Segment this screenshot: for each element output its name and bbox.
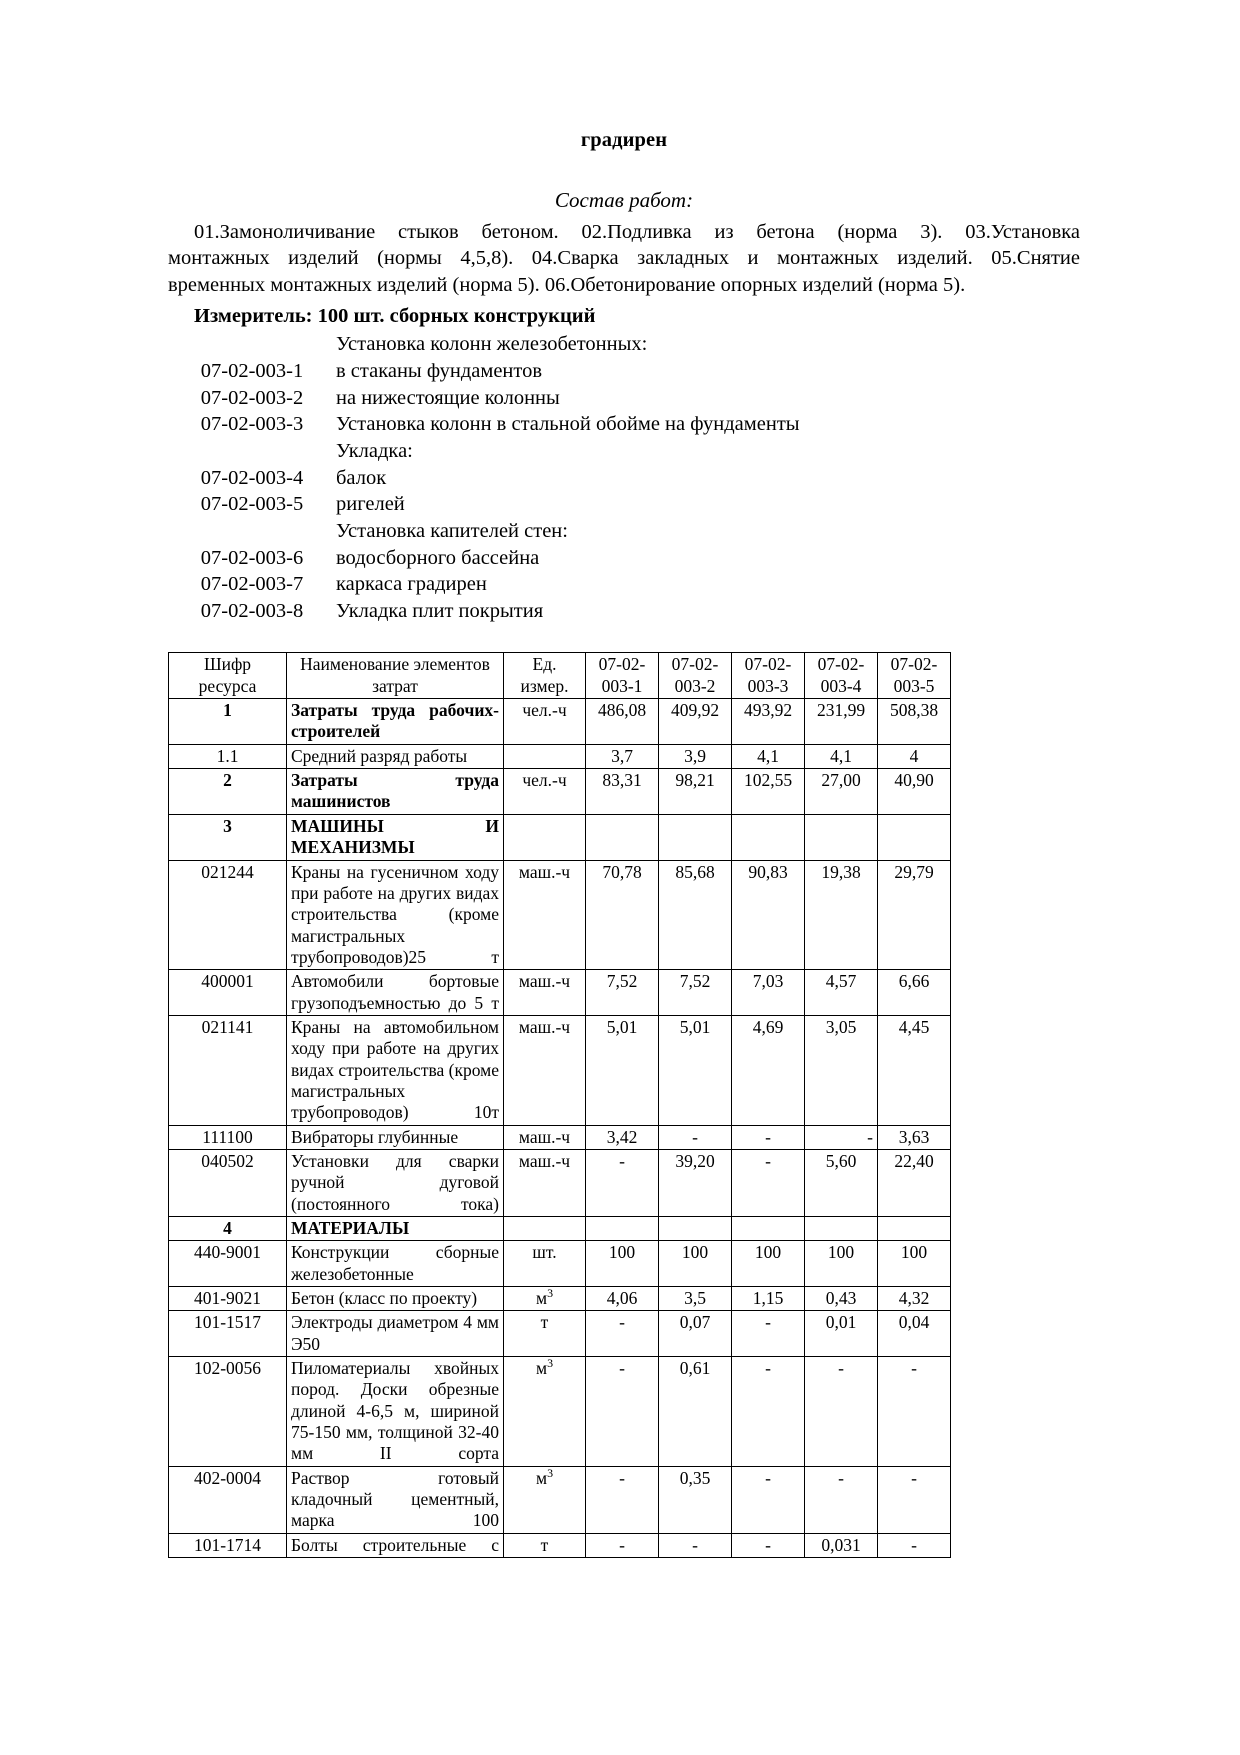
code-list-item-description: ригелей <box>336 493 405 516</box>
cell-value-col-3: 100 <box>732 1241 805 1287</box>
header-cell-col-3: 07-02- 003-3 <box>732 653 805 699</box>
cell-value-col-1: 7,52 <box>586 970 659 1016</box>
table-top-spacer <box>168 624 1080 652</box>
cell-resource-code: 021244 <box>169 860 287 970</box>
cell-unit <box>504 744 586 768</box>
code-list-item <box>168 331 800 358</box>
cell-value-col-3: 102,55 <box>732 769 805 815</box>
cell-unit: маш.-ч <box>504 1125 586 1149</box>
header-cell-unit: Ед. измер. <box>504 653 586 699</box>
cell-value-col-5: 0,04 <box>878 1311 951 1357</box>
cell-unit: т <box>504 1311 586 1357</box>
cell-value-col-4: 4,1 <box>805 744 878 768</box>
cell-resource-code: 111100 <box>169 1125 287 1149</box>
works-line-1: 01.Замоноличивание стыков бетоном. 02.Подливка из бетона (норма 3). 03.Установка <box>194 220 1080 243</box>
table-row <box>169 1125 951 1149</box>
cell-value-col-3: - <box>732 1466 805 1533</box>
cell-value-col-1: 4,06 <box>586 1287 659 1311</box>
code-list-item-description: Установка колонн железобетонных: <box>336 333 648 356</box>
cell-value-col-3: - <box>732 1311 805 1357</box>
header-cell-col-4: 07-02- 003-4 <box>805 653 878 699</box>
cell-resource-name: Затраты труда рабочих-строителей <box>287 699 504 745</box>
cell-resource-name: МАШИНЫ И МЕХАНИЗМЫ <box>287 814 504 860</box>
cell-resource-name: Бетон (класс по проекту) <box>287 1287 504 1311</box>
cell-resource-name: Краны на гусеничном ходу при работе на других видах строительства (кроме магистральных трубопроводов)25 т <box>287 860 504 970</box>
code-list-item-description: Установка колонн в стальной обойме на фундаменты <box>336 413 800 436</box>
cell-value-col-4: 4,57 <box>805 970 878 1016</box>
cell-resource-name: Автомобили бортовые грузоподъемностью до 5 т <box>287 970 504 1016</box>
cell-value-col-1: 5,01 <box>586 1015 659 1125</box>
cell-unit: чел.-ч <box>504 769 586 815</box>
cell-value-col-2: 0,07 <box>659 1311 732 1357</box>
cell-value-col-5 <box>878 814 951 860</box>
cell-value-col-2: - <box>659 1533 732 1557</box>
code-list-item-code: 07-02-003-3 <box>200 413 304 436</box>
cell-value-col-3: - <box>732 1149 805 1216</box>
code-list-item-description: Укладка: <box>336 439 413 462</box>
cell-resource-code: 2 <box>169 769 287 815</box>
cell-resource-name: Болты строительные с <box>287 1533 504 1557</box>
cell-unit: чел.-ч <box>504 699 586 745</box>
cell-value-col-1 <box>586 814 659 860</box>
cell-unit: $м^3$ <box>504 1466 586 1533</box>
resource-table <box>168 652 951 1558</box>
code-list-item-code: 07-02-003-7 <box>200 573 304 596</box>
code-list-item <box>168 358 800 385</box>
page-title: градирен <box>580 129 668 151</box>
code-list-item <box>168 465 800 492</box>
table-row <box>169 769 951 815</box>
table-row <box>169 1311 951 1357</box>
code-list-item <box>168 518 800 545</box>
cell-unit: шт. <box>504 1241 586 1287</box>
cell-value-col-1 <box>586 1217 659 1241</box>
cell-value-col-1: - <box>586 1149 659 1216</box>
cell-value-col-4: - <box>805 1466 878 1533</box>
cell-unit: маш.-ч <box>504 860 586 970</box>
code-list-item-description: на нижестоящие колонны <box>336 386 560 409</box>
code-list-item-description: Установка капителей стен: <box>336 519 568 542</box>
cell-value-col-2: 5,01 <box>659 1015 732 1125</box>
cell-value-col-5 <box>878 1217 951 1241</box>
code-list-item-description: водосборного бассейна <box>336 546 540 569</box>
cell-value-col-5: 4,45 <box>878 1015 951 1125</box>
cell-value-col-3: 4,1 <box>732 744 805 768</box>
cell-value-col-4: 5,60 <box>805 1149 878 1216</box>
cell-resource-name: Вибраторы глубинные <box>287 1125 504 1149</box>
code-list-item-description: каркаса градирен <box>336 573 487 596</box>
cell-value-col-2: 0,61 <box>659 1357 732 1467</box>
cell-value-col-1: 3,42 <box>586 1125 659 1149</box>
cell-value-col-3: - <box>732 1357 805 1467</box>
cell-value-col-2: 3,9 <box>659 744 732 768</box>
cell-resource-code: 102-0056 <box>169 1357 287 1467</box>
cell-value-col-3: 493,92 <box>732 699 805 745</box>
code-list-item <box>168 438 800 465</box>
cell-value-col-2 <box>659 814 732 860</box>
header-cell-col-5: 07-02- 003-5 <box>878 653 951 699</box>
cell-resource-code: 400001 <box>169 970 287 1016</box>
code-list-item-code <box>168 331 336 358</box>
cell-value-col-5: 508,38 <box>878 699 951 745</box>
code-list-item-code: 07-02-003-5 <box>200 493 304 516</box>
code-list-item-code <box>168 438 336 465</box>
cell-value-col-1: 100 <box>586 1241 659 1287</box>
cell-value-col-2: 98,21 <box>659 769 732 815</box>
cell-value-col-5: 6,66 <box>878 970 951 1016</box>
table-row <box>169 1287 951 1311</box>
cell-unit: $м^3$ <box>504 1287 586 1311</box>
header-cell-name: Наименование элементов затрат <box>287 653 504 699</box>
cell-value-col-4: 3,05 <box>805 1015 878 1125</box>
cell-value-col-2: 0,35 <box>659 1466 732 1533</box>
measure-unit-label: Измеритель: 100 шт. сборных конструкций <box>194 304 596 327</box>
cell-value-col-4: 0,031 <box>805 1533 878 1557</box>
code-list-item-code <box>168 518 336 545</box>
cell-value-col-1: - <box>586 1466 659 1533</box>
cell-unit <box>504 1217 586 1241</box>
cell-value-col-2: 100 <box>659 1241 732 1287</box>
cell-value-col-4: 231,99 <box>805 699 878 745</box>
table-row <box>169 860 951 970</box>
cell-value-col-5: 4,32 <box>878 1287 951 1311</box>
table-row <box>169 814 951 860</box>
table-row <box>169 1241 951 1287</box>
cell-resource-code: 101-1714 <box>169 1533 287 1557</box>
cell-value-col-5: - <box>878 1357 951 1467</box>
cell-value-col-1: 70,78 <box>586 860 659 970</box>
cell-value-col-3: - <box>732 1125 805 1149</box>
cell-value-col-1: 3,7 <box>586 744 659 768</box>
cell-unit: маш.-ч <box>504 1015 586 1125</box>
cell-resource-name: Электроды диаметром 4 мм Э50 <box>287 1311 504 1357</box>
cell-resource-name: Установки для сварки ручной дуговой (постоянного тока) <box>287 1149 504 1216</box>
cell-resource-name: Пиломатериалы хвойных пород. Доски обрезные длиной 4-6,5 м, шириной 75-150 мм, толщиной 32-40 мм II сорта <box>287 1357 504 1467</box>
works-composition-body <box>168 219 1080 299</box>
cell-value-col-2: 409,92 <box>659 699 732 745</box>
code-list-item-code: 07-02-003-6 <box>200 546 304 569</box>
cell-resource-code: 440-9001 <box>169 1241 287 1287</box>
cell-value-col-3: - <box>732 1533 805 1557</box>
code-list-item-description: балок <box>336 466 387 489</box>
works-line-3: временных монтажных изделий (норма 5). 06.Обетонирование опорных изделий (норма 5). <box>168 274 966 297</box>
cell-value-col-4 <box>805 814 878 860</box>
cell-value-col-5: 100 <box>878 1241 951 1287</box>
code-list-item-code: 07-02-003-1 <box>200 360 304 383</box>
cell-resource-name: Затраты труда машинистов <box>287 769 504 815</box>
works-line-2: монтажных изделий (нормы 4,5,8). 04.Сварка закладных и монтажных изделий. 05.Снятие <box>168 247 1080 270</box>
cell-value-col-5: 40,90 <box>878 769 951 815</box>
cell-resource-code: 101-1517 <box>169 1311 287 1357</box>
cell-resource-code: 402-0004 <box>169 1466 287 1533</box>
cell-resource-name: Краны на автомобильном ходу при работе на других видах строительства (кроме магистральных трубопроводов) 10т <box>287 1015 504 1125</box>
table-row <box>169 1357 951 1467</box>
cell-value-col-1: 486,08 <box>586 699 659 745</box>
cell-value-col-4: 19,38 <box>805 860 878 970</box>
cell-value-col-5: - <box>878 1533 951 1557</box>
code-list-item-code: 07-02-003-4 <box>200 466 304 489</box>
cell-value-col-1: - <box>586 1533 659 1557</box>
table-row <box>169 1015 951 1125</box>
cell-value-col-5: 4 <box>878 744 951 768</box>
cell-value-col-2: 39,20 <box>659 1149 732 1216</box>
cell-value-col-1: - <box>586 1311 659 1357</box>
cell-resource-code: 1.1 <box>169 744 287 768</box>
cell-unit: маш.-ч <box>504 1149 586 1216</box>
cell-value-col-3 <box>732 814 805 860</box>
cell-unit: $м^3$ <box>504 1357 586 1467</box>
cell-resource-name: МАТЕРИАЛЫ <box>287 1217 504 1241</box>
code-list-item-description: Укладка плит покрытия <box>336 599 544 622</box>
cell-value-col-4: - <box>805 1357 878 1467</box>
cell-value-col-4: 100 <box>805 1241 878 1287</box>
code-list-item-description: в стаканы фундаментов <box>336 360 543 383</box>
code-list-item <box>168 491 800 518</box>
table-header-row <box>169 653 951 699</box>
cell-value-col-4: 0,01 <box>805 1311 878 1357</box>
code-list-item <box>168 545 800 572</box>
cell-resource-code: 040502 <box>169 1149 287 1216</box>
cell-value-col-5: 22,40 <box>878 1149 951 1216</box>
cell-value-col-5: - <box>878 1466 951 1533</box>
cell-value-col-4 <box>805 1217 878 1241</box>
cell-resource-name: Конструкции сборные железобетонные <box>287 1241 504 1287</box>
cell-value-col-3: 1,15 <box>732 1287 805 1311</box>
cell-value-col-2: 7,52 <box>659 970 732 1016</box>
table-row <box>169 699 951 745</box>
cell-resource-code: 3 <box>169 814 287 860</box>
cell-value-col-4: - <box>805 1125 878 1149</box>
cell-value-col-3: 4,69 <box>732 1015 805 1125</box>
cell-value-col-2: 85,68 <box>659 860 732 970</box>
table-row <box>169 1533 951 1557</box>
cell-resource-code: 021141 <box>169 1015 287 1125</box>
code-list-item <box>168 571 800 598</box>
cell-value-col-5: 29,79 <box>878 860 951 970</box>
code-list-item-code: 07-02-003-8 <box>200 599 304 622</box>
table-header <box>169 653 951 699</box>
cell-value-col-3: 90,83 <box>732 860 805 970</box>
cell-unit: т <box>504 1533 586 1557</box>
cell-resource-code: 4 <box>169 1217 287 1241</box>
works-composition-heading: Состав работ: <box>554 187 694 212</box>
table-row <box>169 970 951 1016</box>
cell-value-col-4: 0,43 <box>805 1287 878 1311</box>
cell-resource-code: 1 <box>169 699 287 745</box>
table-row <box>169 1466 951 1533</box>
code-list-item <box>168 598 800 625</box>
cell-value-col-2: 3,5 <box>659 1287 732 1311</box>
code-list-item <box>168 385 800 412</box>
cell-resource-name: Раствор готовый кладочный цементный, марка 100 <box>287 1466 504 1533</box>
cell-value-col-3: 7,03 <box>732 970 805 1016</box>
header-cell-code: Шифр ресурса <box>169 653 287 699</box>
code-list-item <box>168 411 800 438</box>
cell-value-col-2 <box>659 1217 732 1241</box>
cell-value-col-2: - <box>659 1125 732 1149</box>
cell-unit <box>504 814 586 860</box>
cell-value-col-4: 27,00 <box>805 769 878 815</box>
cell-value-col-1: 83,31 <box>586 769 659 815</box>
table-row <box>169 1217 951 1241</box>
header-cell-col-2: 07-02- 003-2 <box>659 653 732 699</box>
cell-unit: маш.-ч <box>504 970 586 1016</box>
cell-value-col-5: 3,63 <box>878 1125 951 1149</box>
code-list <box>168 331 800 624</box>
cell-value-col-1: - <box>586 1357 659 1467</box>
cell-value-col-3 <box>732 1217 805 1241</box>
cell-resource-code: 401-9021 <box>169 1287 287 1311</box>
cell-resource-name: Средний разряд работы <box>287 744 504 768</box>
table-row <box>169 1149 951 1216</box>
table-row <box>169 744 951 768</box>
header-cell-col-1: 07-02- 003-1 <box>586 653 659 699</box>
code-list-item-code: 07-02-003-2 <box>200 386 304 409</box>
